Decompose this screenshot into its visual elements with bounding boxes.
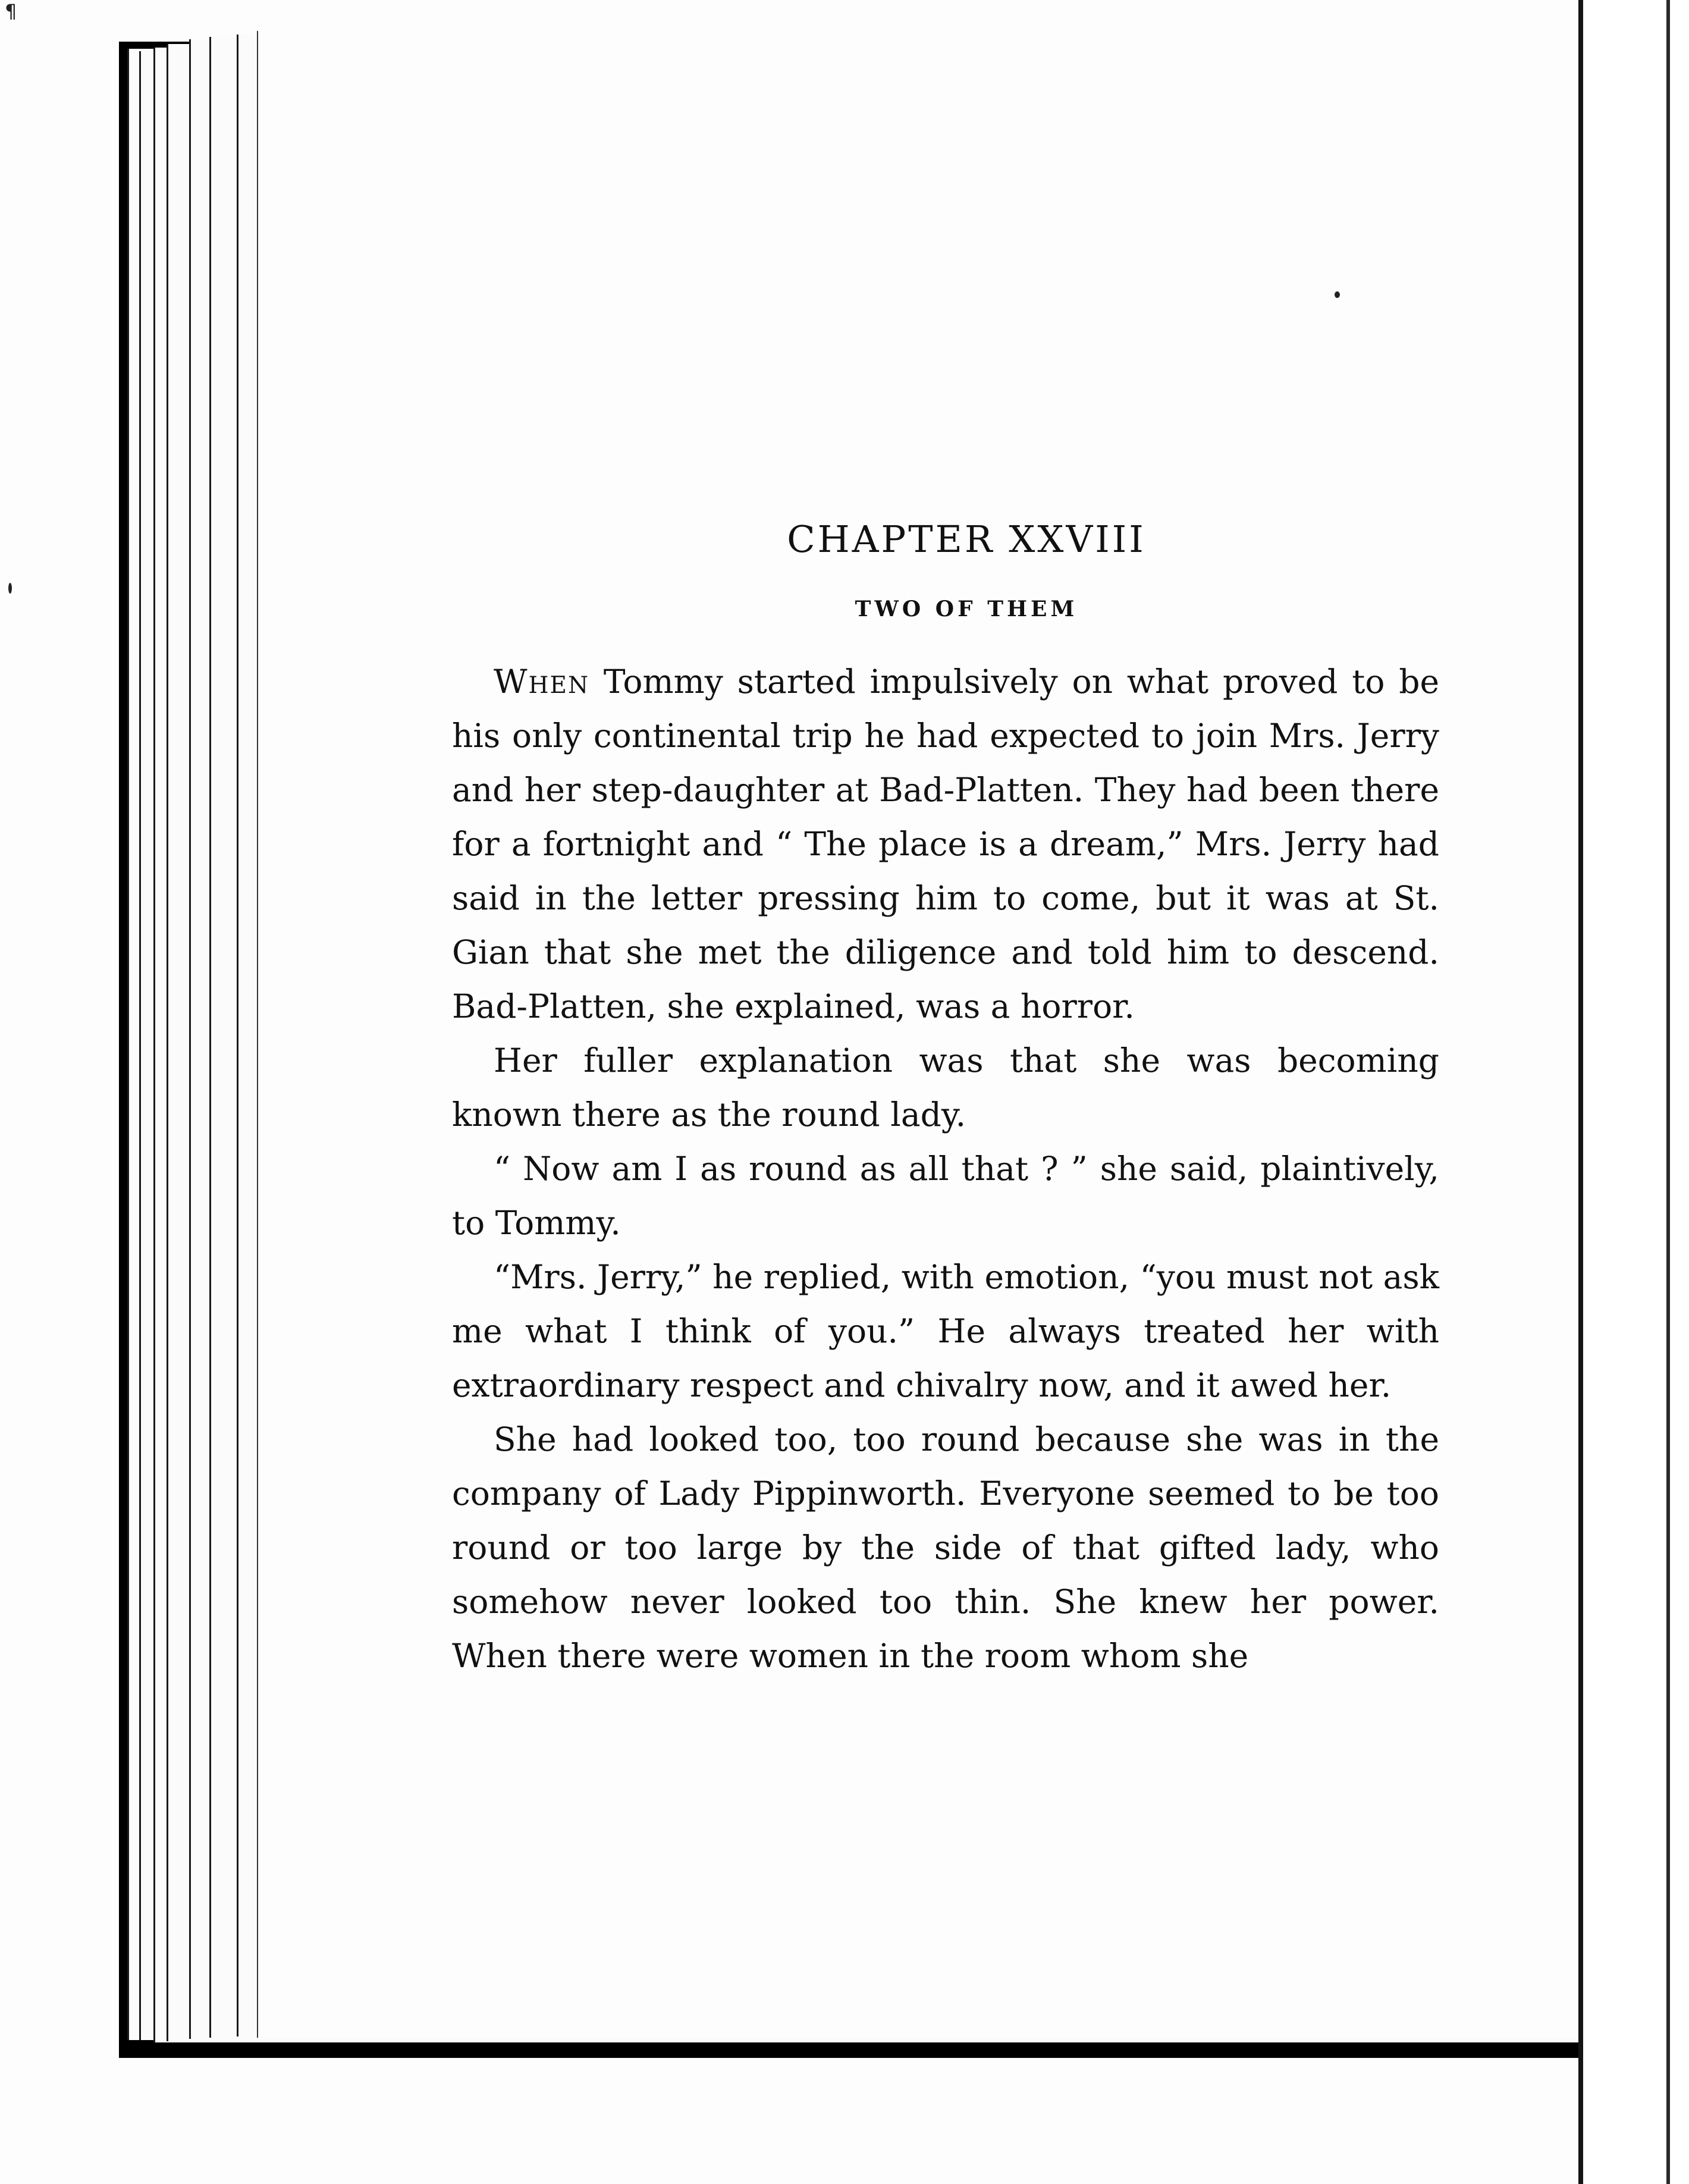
paragraph-text: Her fuller explanation was that she was becoming known there as the round lady. (452, 1041, 1439, 1134)
paragraph (452, 1142, 1439, 1250)
paragraph (452, 1413, 1439, 1683)
page-text (452, 517, 1439, 1683)
paragraph (452, 1034, 1439, 1142)
paragraph (452, 655, 1439, 1034)
chapter-subtitle: TWO OF THEM (855, 597, 1078, 622)
right-page-border (1578, 0, 1689, 2184)
paragraph (452, 1250, 1439, 1413)
paragraph-text: “ Now am I as round as all that ? ” she said, plaintively, to Tommy. (452, 1150, 1439, 1242)
paragraph-text: She had looked too, too round because she was in the company of Lady Pippinworth. Everyone seemed to be too round or too large by the side of that gifted lady, who somehow never looked too thin. She knew her power. When there were women in the room whom she (452, 1420, 1439, 1675)
corner-mark: ¶ (5, 0, 17, 23)
paragraph-text: “Mrs. Jerry,” he replied, with emotion, “you must not ask me what I think of you.” He always treated her with extraordinary respect and chivalry now, and it awed her. (452, 1258, 1439, 1404)
ink-speck (8, 583, 12, 594)
chapter-title: CHAPTER XXVIII (787, 517, 1146, 561)
ink-speck (1335, 291, 1340, 298)
paragraph-lead-word: When (494, 663, 590, 701)
binding-rule (1666, 0, 1670, 2184)
paragraph-text: Tommy started impulsively on what proved to be his only continental trip he had expected to join Mrs. Jerry and her step-daughter at Bad-Platten. They had been there for a fortnight and “ The place is a dream,” Mrs. Jerry had said in the letter pressing him to come, but it was at St. Gian that she met the diligence and told him to descend. Bad-Platten, she explained, was a horror. (452, 663, 1439, 1025)
